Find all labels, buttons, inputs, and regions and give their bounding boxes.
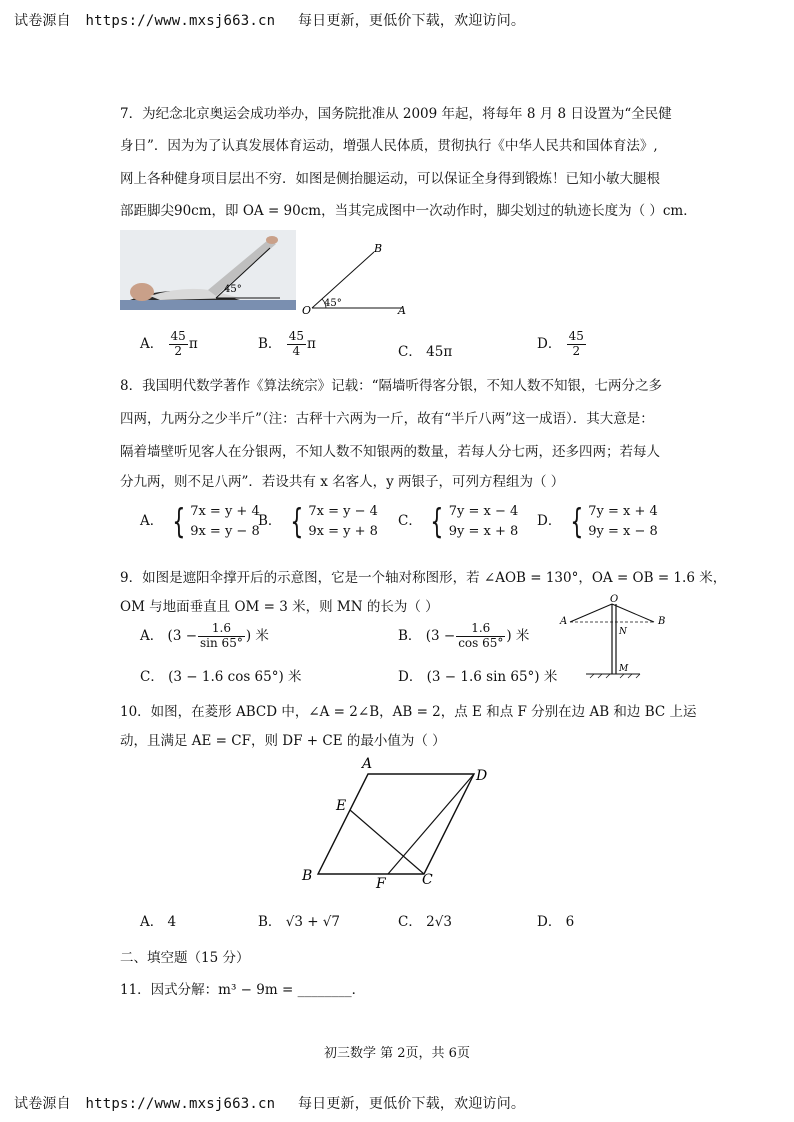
numerator: 1.6 bbox=[456, 622, 505, 637]
q10-option-d[interactable] bbox=[537, 910, 574, 930]
option-label: D． bbox=[537, 513, 562, 529]
q7-option-c[interactable] bbox=[398, 340, 452, 360]
banner-source: 试卷源自 bbox=[14, 13, 71, 29]
q9-option-d[interactable] bbox=[398, 665, 557, 685]
equation: 9x = y − 8 bbox=[190, 523, 260, 539]
q8-line-2: 四两，九两分之少半斤”（注：古秤十六两为一斤，故有“半斤八两”这一成语）．其大意是： bbox=[120, 411, 654, 427]
option-label: A． bbox=[140, 513, 164, 529]
section-heading-fill-in: 二、填空题（15 分） bbox=[120, 950, 250, 966]
umbrella-figure bbox=[558, 590, 670, 682]
option-label: C． bbox=[398, 344, 422, 360]
banner-slogan: 每日更新，更低价下载，欢迎访问。 bbox=[297, 13, 526, 29]
rhombus-label-d: D bbox=[476, 768, 488, 784]
q8-option-c[interactable] bbox=[398, 502, 518, 541]
equation: 7x = y + 4 bbox=[190, 504, 260, 519]
umbrella-label-m: M bbox=[619, 664, 629, 674]
option-text: 45π bbox=[426, 344, 453, 360]
rhombus-figure bbox=[298, 752, 500, 890]
question-11: 11．因式分解：m³ − 9m = ________． bbox=[120, 982, 366, 998]
umbrella-label-n: N bbox=[619, 627, 627, 637]
rhombus-label-e: E bbox=[336, 798, 347, 814]
figure-label-a: A bbox=[398, 304, 406, 316]
q8-option-b[interactable] bbox=[258, 502, 378, 541]
fraction bbox=[287, 330, 306, 359]
pi-symbol: π bbox=[188, 335, 198, 352]
figure-label-b: B bbox=[374, 242, 383, 255]
option-text: 2√3 bbox=[426, 914, 452, 930]
denominator: sin 65° bbox=[200, 635, 243, 650]
numerator: 45 bbox=[568, 329, 584, 343]
denominator: 2 bbox=[572, 343, 581, 358]
q10-option-a[interactable] bbox=[140, 910, 176, 930]
numerator: 45 bbox=[170, 329, 186, 343]
q9-option-b[interactable] bbox=[398, 622, 529, 651]
q10-line-1: 10．如图，在菱形 ABCD 中，∠A = 2∠B，AB = 2，点 E 和点 F 分别在边 AB 和边 BC 上运 bbox=[120, 704, 697, 720]
q8-option-a[interactable] bbox=[140, 502, 260, 541]
q9-line-2: OM 与地面垂直且 OM = 3 米，则 MN 的长为（ ） bbox=[120, 599, 439, 615]
option-label: C． bbox=[140, 669, 164, 685]
figure-angle-label: 45° bbox=[324, 298, 342, 309]
angle-figure bbox=[298, 240, 410, 316]
option-label: B． bbox=[258, 513, 282, 529]
q9-option-a[interactable] bbox=[140, 622, 269, 651]
umbrella-label-a: A bbox=[560, 616, 568, 627]
denominator: 2 bbox=[174, 343, 182, 358]
option-text: ) 米 bbox=[506, 627, 530, 644]
q8-line-4: 分九两，则不足八两”．若设共有 x 名客人，y 两银子，可列方程组为（ ） bbox=[120, 474, 565, 490]
top-banner bbox=[14, 10, 525, 30]
leg-raise-photo bbox=[120, 230, 296, 310]
q10-option-b[interactable] bbox=[258, 910, 340, 930]
option-text: (3 − bbox=[167, 627, 198, 644]
figure-label-o: O bbox=[302, 304, 312, 316]
bottom-banner bbox=[14, 1093, 525, 1113]
numerator: 1.6 bbox=[198, 622, 245, 637]
option-text: √3 + √7 bbox=[285, 914, 340, 930]
rhombus-label-c: C bbox=[422, 872, 433, 888]
option-label: A． bbox=[140, 627, 164, 644]
equation-system: { 7y = x + 4 9y = x − 8 bbox=[569, 501, 658, 542]
denominator: cos 65° bbox=[458, 635, 504, 650]
q7-line-4: 部距脚尖90cm，即 OA = 90cm，当其完成图中一次动作时，脚尖划过的轨迹长度为（ ）cm． bbox=[120, 203, 697, 219]
option-label: B． bbox=[258, 335, 282, 352]
q9-line-1: 9．如图是遮阳伞撑开后的示意图，它是一个轴对称图形，若 ∠AOB = 130°，OA = OB = 1.6 米， bbox=[120, 570, 727, 586]
fraction bbox=[456, 622, 505, 651]
pi-symbol: π bbox=[307, 335, 316, 352]
option-label: A． bbox=[140, 914, 164, 930]
rhombus-label-b: B bbox=[302, 868, 313, 884]
option-text: 6 bbox=[565, 914, 575, 930]
rhombus-label-a: A bbox=[362, 756, 373, 772]
equation: 7y = x − 4 bbox=[448, 504, 519, 519]
equation-system: { 7x = y − 4 9x = y + 8 bbox=[290, 501, 378, 542]
q9-option-c[interactable] bbox=[140, 665, 302, 685]
option-label: C． bbox=[398, 513, 422, 529]
photo-angle-label: 45° bbox=[224, 284, 242, 295]
option-label: B． bbox=[398, 627, 422, 644]
option-label: C． bbox=[398, 914, 422, 930]
numerator: 45 bbox=[288, 329, 304, 343]
q7-line-2: 身日”．因为为了认真发展体育运动，增强人民体质，贯彻执行《中华人民共和国体育法》, bbox=[120, 138, 658, 154]
denominator: 4 bbox=[292, 343, 301, 358]
q7-option-b[interactable] bbox=[258, 330, 316, 359]
equation: 9x = y + 8 bbox=[308, 523, 378, 539]
q7-option-a[interactable] bbox=[140, 330, 198, 359]
banner-url[interactable]: https://www.mxsj663.cn bbox=[85, 1096, 276, 1112]
option-text: (3 − 1.6 cos 65°) 米 bbox=[168, 669, 302, 685]
option-label: D． bbox=[537, 335, 562, 352]
option-label: A． bbox=[140, 335, 164, 352]
option-text: (3 − 1.6 sin 65°) 米 bbox=[426, 669, 558, 685]
option-text: (3 − bbox=[425, 627, 456, 644]
equation-system: { 7y = x − 4 9y = x + 8 bbox=[430, 501, 519, 542]
fraction bbox=[567, 330, 586, 359]
rhombus-label-f: F bbox=[376, 876, 386, 890]
equation: 7x = y − 4 bbox=[308, 504, 378, 519]
fraction bbox=[169, 330, 188, 359]
q10-option-c[interactable] bbox=[398, 910, 452, 930]
q8-line-1: 8．我国明代数学著作《算法统宗》记载：“隔墙听得客分银，不知人数不知银，七两分之多 bbox=[120, 378, 662, 394]
q8-option-d[interactable] bbox=[537, 502, 658, 541]
option-label: B． bbox=[258, 914, 282, 930]
q7-line-1: 7．为纪念北京奥运会成功举办，国务院批准从 2009 年起，将每年 8 月 8 日设置为“全民健 bbox=[120, 106, 672, 122]
umbrella-label-o: O bbox=[610, 594, 619, 605]
equation: 9y = x − 8 bbox=[588, 523, 658, 539]
option-label: D． bbox=[398, 669, 423, 685]
q10-line-2: 动，且满足 AE = CF，则 DF + CE 的最小值为（ ） bbox=[120, 733, 446, 749]
option-text: 4 bbox=[167, 914, 177, 930]
fraction bbox=[198, 622, 245, 651]
banner-url[interactable]: https://www.mxsj663.cn bbox=[85, 13, 276, 29]
q7-option-d[interactable] bbox=[537, 330, 587, 359]
banner-source: 试卷源自 bbox=[14, 1096, 71, 1112]
equation: 9y = x + 8 bbox=[448, 523, 519, 539]
banner-slogan: 每日更新，更低价下载，欢迎访问。 bbox=[297, 1096, 526, 1112]
option-label: D． bbox=[537, 914, 562, 930]
page-footer: 初三数学 第 2页，共 6页 bbox=[324, 1046, 470, 1061]
q8-line-3: 隔着墙壁听见客人在分银两，不知人数不知银两的数量，若每人分七两，还多四两；若每人 bbox=[120, 444, 660, 460]
equation: 7y = x + 4 bbox=[588, 504, 658, 519]
umbrella-label-b: B bbox=[658, 616, 666, 627]
option-text: ) 米 bbox=[245, 627, 269, 644]
q7-line-3: 网上各种健身项目层出不穷．如图是侧抬腿运动，可以保证全身得到锻炼！已知小敏大腿根 bbox=[120, 171, 660, 187]
equation-system: { 7x = y + 4 9x = y − 8 bbox=[171, 501, 260, 542]
